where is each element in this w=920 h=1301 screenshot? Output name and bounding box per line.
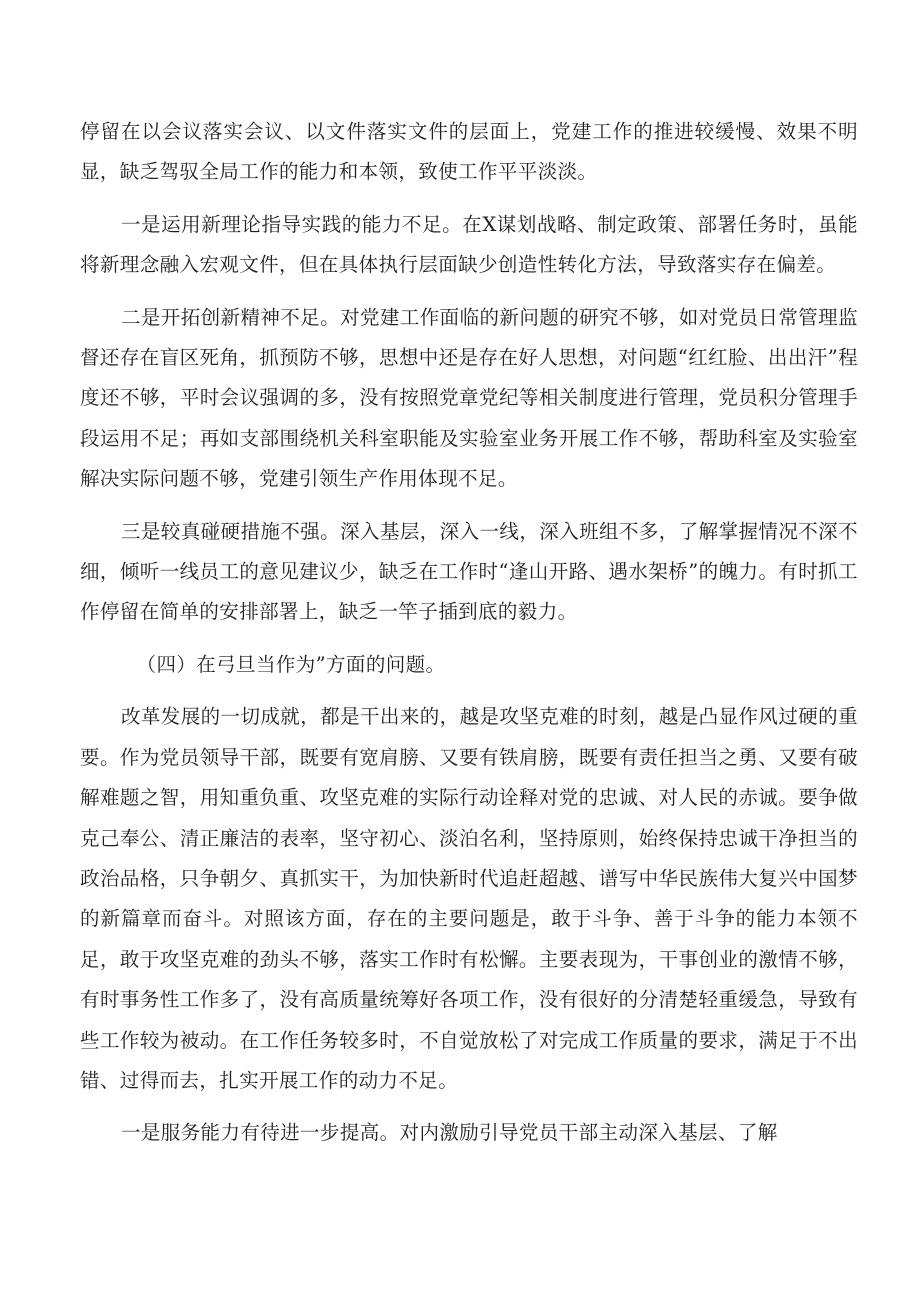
paragraph-innovation: 二是开拓创新精神不足。对党建工作面临的新问题的研究不够，如对党员日常管理监督还存在盲区死角，抓预防不够，思想中还是存在好人思想，对问题“红红脸、出出汗”程度还不够，平时会议强调的多，没有按照党章党纪等相关制度进行管理，党员积分管理手段运用不足；再如支部围绕机关科室职能及实验室业务开展工作不够，帮助科室及实验室解决实际问题不够，党建引领生产作用体现不足。 [80,305,858,491]
paragraph-measures: 三是较真碰硬措施不强。深入基层，深入一线，深入班组不多，了解掌握情况不深不细，倾听一线员工的意见建议少，缺乏在工作时“逢山开路、遇水架桥”的魄力。有时抓工作停留在简单的安排部署上，缺乏一竿子插到底的毅力。 [80,519,858,624]
section-heading-four: （四）在弓旦当作为”方面的问题。 [136,652,446,676]
paragraph-reform-development: 改革发展的一切成就，都是干出来的，越是攻坚克难的时刻，越是凸显作风过硬的重要。作为党员领导干部，既要有宽肩膀、又要有铁肩膀，既要有责任担当之勇、又要有破解难题之智，用知重负重、攻坚克难的实际行动诠释对党的忠诚、对人民的赤诚。要争做克己奉公、清正廉洁的表率，坚守初心、淡泊名利，坚持原则，始终保持忠诚干净担当的政治品格，只争朝夕、真抓实干，为加快新时代追赶超越、谱写中华民族伟大复兴中国梦的新篇章而奋斗。对照该方面，存在的主要问题是，敢于斗争、善于斗争的能力本领不足，敢于攻坚克难的劲头不够，落实工作时有松懈。主要表现为，干事创业的激情不够，有时事务性工作多了，没有高质量统筹好各项工作，没有很好的分清楚轻重缓急，导致有些工作较为被动。在工作任务较多时，不自觉放松了对完成工作质量的要求，满足于不出错、过得而去，扎实开展工作的动力不足。 [80,705,858,1092]
paragraph-continuation: 停留在以会议落实会议、以文件落实文件的层面上，党建工作的推进较缓慢、效果不明显，缺乏驾驭全局工作的能力和本领，致使工作平平淡淡。 [80,120,858,184]
paragraph-service-capability: 一是服务能力有待进一步提高。对内激励引导党员干部主动深入基层、了解 [120,1121,778,1145]
paragraph-theory-practice: 一是运用新理论指导实践的能力不足。在X谋划战略、制定政策、部署任务时，虽能将新理念融入宏观文件，但在具体执行层面缺少创造性转化方法，导致落实存在偏差。 [80,212,858,277]
